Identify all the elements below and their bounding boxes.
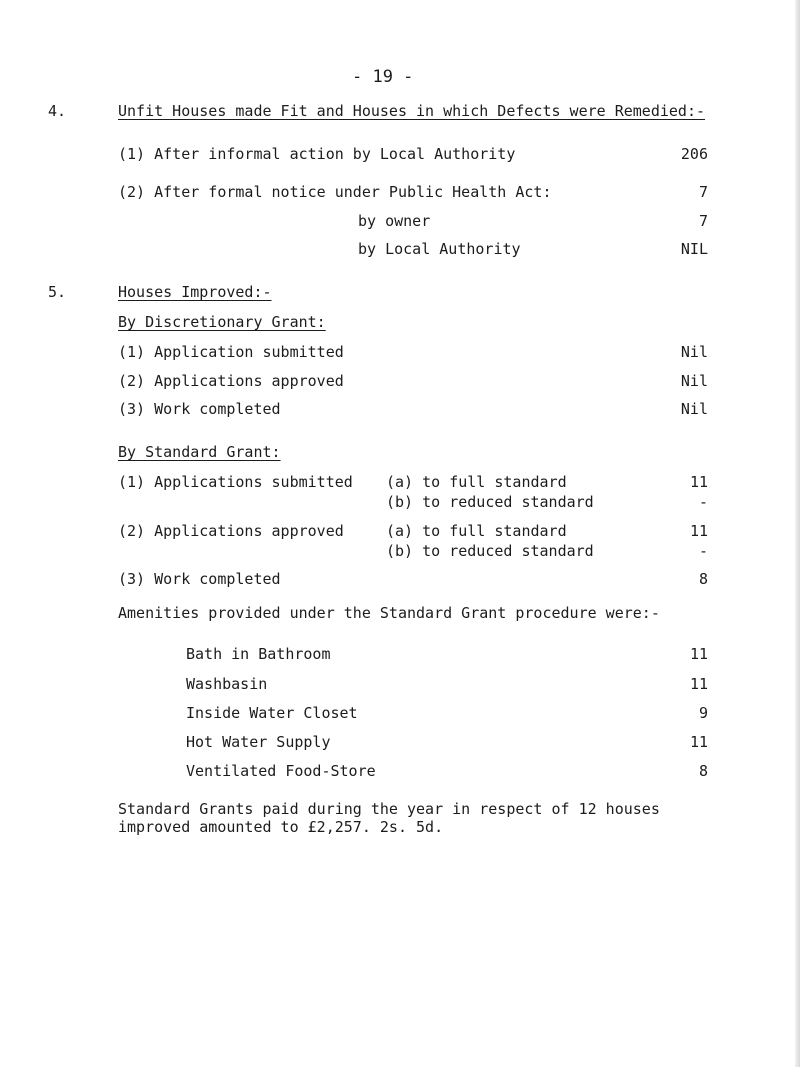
approved-reduced-value: - xyxy=(698,542,708,560)
approved-full-label: (a) to full standard xyxy=(386,522,567,540)
amenity-label: Ventilated Food-Store xyxy=(186,762,376,780)
amenity-value: 11 xyxy=(689,645,708,663)
formal-notice-label: (2) After formal notice under Public Health Act: xyxy=(118,183,552,201)
approved-reduced-label: (b) to reduced standard xyxy=(386,542,594,560)
amenities-intro: Amenities provided under the Standard Grant procedure were:- xyxy=(118,604,660,622)
discretionary-row-value: Nil xyxy=(680,343,708,361)
section-4-number: 4. xyxy=(48,102,67,120)
grants-summary-line-1: Standard Grants paid during the year in respect of 12 houses xyxy=(118,800,660,818)
submitted-reduced-value: - xyxy=(698,493,708,511)
amenity-label: Washbasin xyxy=(186,675,268,693)
by-authority-label: by Local Authority xyxy=(358,240,521,258)
by-authority-value: NIL xyxy=(680,240,708,258)
by-owner-label: by owner xyxy=(358,212,431,230)
standard-grant-heading: By Standard Grant: xyxy=(118,443,281,461)
discretionary-row-value: Nil xyxy=(680,372,708,390)
approved-label: (2) Applications approved xyxy=(118,522,344,540)
amenity-label: Inside Water Closet xyxy=(186,704,358,722)
amenity-label: Hot Water Supply xyxy=(186,733,331,751)
section-4-heading: Unfit Houses made Fit and Houses in which Defects were Remedied:- xyxy=(118,102,705,120)
discretionary-row-label: (1) Application submitted xyxy=(118,343,344,361)
amenity-value: 8 xyxy=(698,762,708,780)
approved-full-value: 11 xyxy=(689,522,708,540)
informal-action-label: (1) After informal action by Local Authority xyxy=(118,145,516,163)
discretionary-row-label: (2) Applications approved xyxy=(118,372,344,390)
by-owner-value: 7 xyxy=(698,212,708,230)
amenity-value: 11 xyxy=(689,675,708,693)
page-number: - 19 - xyxy=(352,67,414,87)
submitted-reduced-label: (b) to reduced standard xyxy=(386,493,594,511)
submitted-full-value: 11 xyxy=(689,473,708,491)
page-edge-shadow xyxy=(795,0,800,1067)
amenity-label: Bath in Bathroom xyxy=(186,645,331,663)
discretionary-row-value: Nil xyxy=(680,400,708,418)
informal-action-value: 206 xyxy=(680,145,708,163)
grants-summary-line-2: improved amounted to £2,257. 2s. 5d. xyxy=(118,818,444,836)
section-5-heading: Houses Improved:- xyxy=(118,283,272,301)
submitted-full-label: (a) to full standard xyxy=(386,473,567,491)
amenity-value: 9 xyxy=(698,704,708,722)
section-5-number: 5. xyxy=(48,283,67,301)
amenity-value: 11 xyxy=(689,733,708,751)
completed-label: (3) Work completed xyxy=(118,570,281,588)
formal-notice-value: 7 xyxy=(698,183,708,201)
submitted-label: (1) Applications submitted xyxy=(118,473,353,491)
discretionary-row-label: (3) Work completed xyxy=(118,400,281,418)
completed-value: 8 xyxy=(698,570,708,588)
discretionary-grant-heading: By Discretionary Grant: xyxy=(118,313,326,331)
